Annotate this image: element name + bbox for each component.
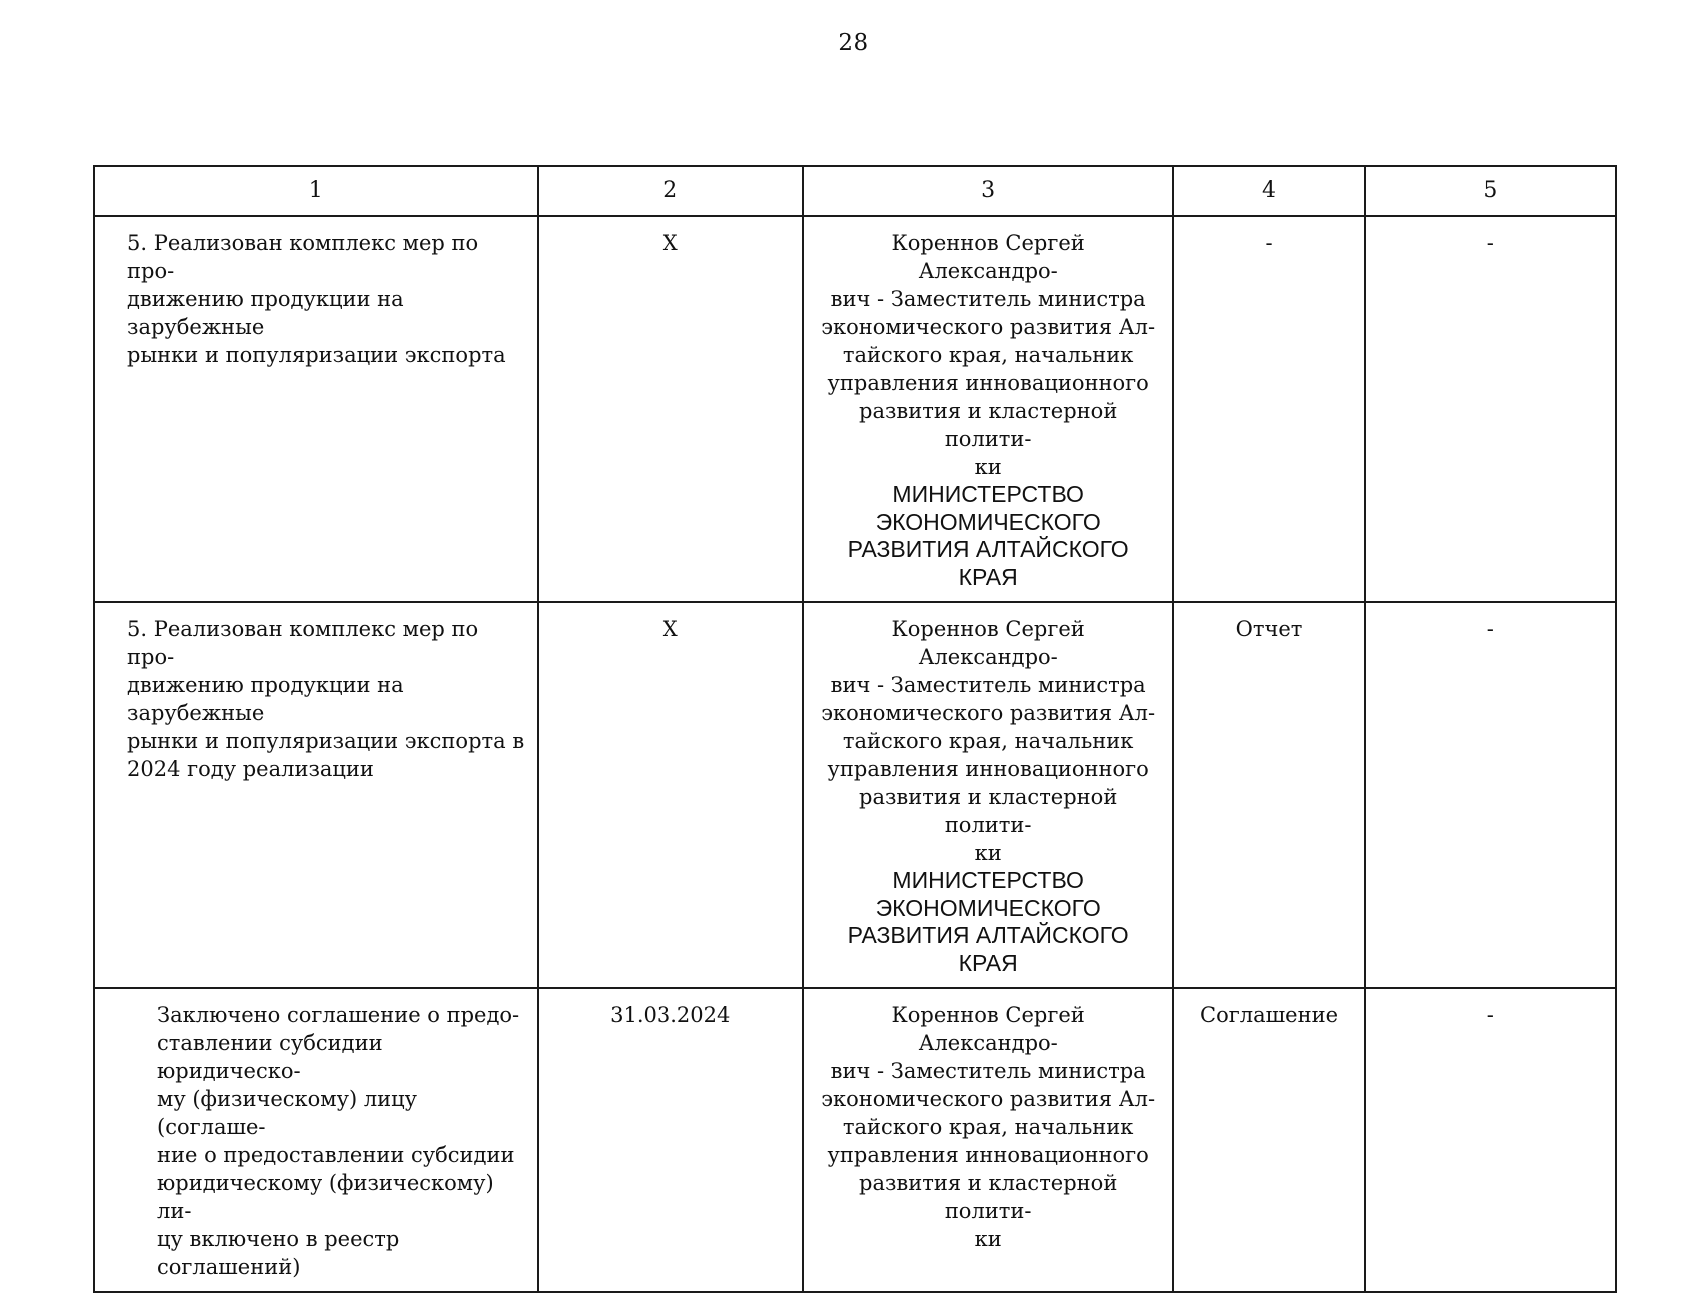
event-text: Заключено соглашение о предо- ставлении субсидии юридическо- му (физическому) лицу (соглаше- ние о предоставлении субсидии юридическому (физическому) ли- цу включено в реестр соглашений) (157, 1003, 520, 1279)
row-2-cell-event (94, 602, 538, 988)
responsible-person-text: Кореннов Сергей Александро- вич - Заместитель министра экономического развития Ал- тайского края, начальник управления инновационного развития и кластерной полити- ки (821, 231, 1156, 479)
row-2-cell-document (1173, 602, 1364, 988)
organization-text: МИНИСТЕРСТВО ЭКОНОМИЧЕСКОГО РАЗВИТИЯ АЛТАЙСКОГО КРАЯ (847, 481, 1129, 590)
col5-text: - (1486, 617, 1494, 641)
date-text: Х (662, 617, 678, 641)
col5-text: - (1486, 231, 1494, 255)
table-row (94, 216, 1616, 602)
data-table (93, 165, 1617, 1293)
row-1-cell-col5 (1365, 216, 1616, 602)
header-col-3: 3 (803, 166, 1173, 216)
document-type-text: Соглашение (1200, 1003, 1338, 1027)
row-3-cell-document (1173, 988, 1364, 1292)
page-number: 28 (838, 30, 869, 56)
event-text: 5. Реализован комплекс мер по про- движению продукции на зарубежные рынки и популяризации экспорта (127, 231, 506, 367)
row-2-cell-date (538, 602, 803, 988)
organization-text: МИНИСТЕРСТВО ЭКОНОМИЧЕСКОГО РАЗВИТИЯ АЛТАЙСКОГО КРАЯ (847, 867, 1129, 976)
col5-text: - (1486, 1003, 1494, 1027)
header-col-5: 5 (1365, 166, 1616, 216)
row-3-cell-event (94, 988, 538, 1292)
header-col-1: 1 (94, 166, 538, 216)
table-row (94, 602, 1616, 988)
date-text: 31.03.2024 (610, 1003, 731, 1027)
event-text: 5. Реализован комплекс мер по про- движению продукции на зарубежные рынки и популяризации экспорта в 2024 году реализации (127, 617, 525, 781)
responsible-person-text: Кореннов Сергей Александро- вич - Заместитель министра экономического развития Ал- тайского края, начальник управления инновационного развития и кластерной полити- ки (821, 1003, 1156, 1251)
row-2-cell-col5 (1365, 602, 1616, 988)
header-row (94, 166, 1616, 216)
document-type-text: - (1265, 231, 1273, 255)
row-1-cell-event (94, 216, 538, 602)
row-1-cell-document (1173, 216, 1364, 602)
row-3-cell-date (538, 988, 803, 1292)
row-3-cell-col5 (1365, 988, 1616, 1292)
date-text: Х (662, 231, 678, 255)
table-row (94, 988, 1616, 1292)
row-1-cell-date (538, 216, 803, 602)
header-col-4: 4 (1173, 166, 1364, 216)
responsible-person-text: Кореннов Сергей Александро- вич - Заместитель министра экономического развития Ал- тайского края, начальник управления инновационного развития и кластерной полити- ки (821, 617, 1156, 865)
row-3-cell-responsible (803, 988, 1173, 1292)
row-2-cell-responsible (803, 602, 1173, 988)
document-type-text: Отчет (1235, 617, 1303, 641)
row-1-cell-responsible (803, 216, 1173, 602)
header-col-2: 2 (538, 166, 803, 216)
